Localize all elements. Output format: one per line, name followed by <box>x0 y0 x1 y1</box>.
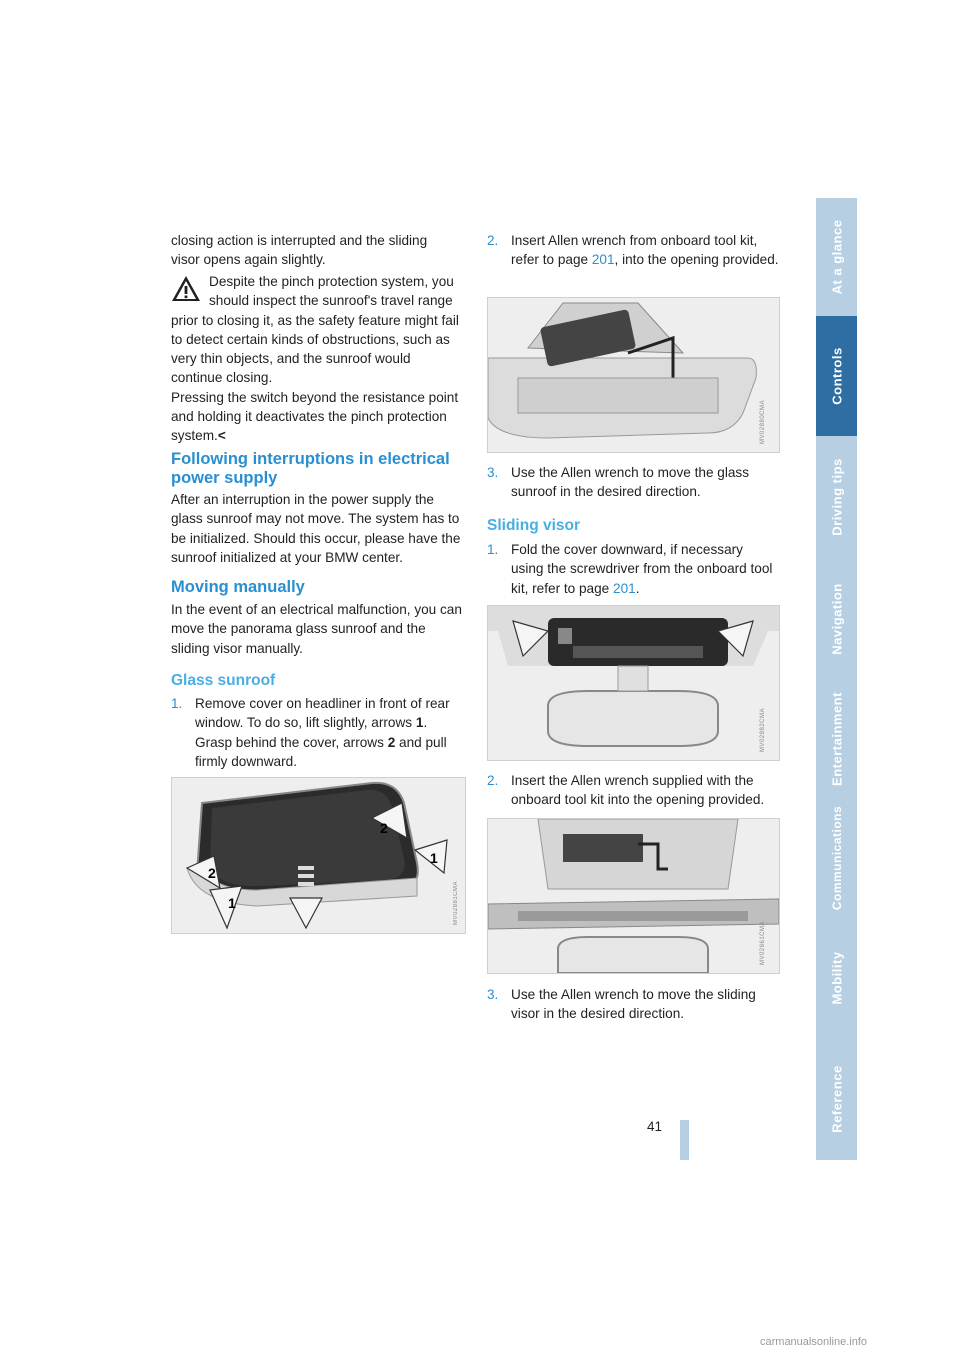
figure-visor-cover <box>487 605 780 761</box>
fig-label: 1 <box>228 895 236 911</box>
visor-cover-illustration <box>488 606 779 760</box>
heading-moving-manually: Moving manually <box>171 578 305 596</box>
tab-navigation[interactable]: Navigation <box>816 558 857 682</box>
fig-label: 1 <box>430 850 438 866</box>
glass-step-2: 2. Insert Allen wrench from onboard tool kit, refer to page 201, into the opening provided. <box>487 233 779 268</box>
intro-line1: closing action is interrupted and the sliding <box>171 233 428 248</box>
visor-mechanism-illustration <box>488 819 779 973</box>
tab-communications[interactable]: Communications <box>816 798 857 920</box>
subheading-glass-sunroof: Glass sunroof <box>171 672 276 689</box>
figure-code: MV02880CMA <box>759 399 766 444</box>
tab-mobility[interactable]: Mobility <box>816 918 857 1040</box>
heading-power-supply: Following interruptions in electrical power supply <box>171 450 450 487</box>
step-number: 2. <box>487 233 499 248</box>
step-number: 2. <box>487 773 499 788</box>
page-marker <box>680 1120 689 1160</box>
tab-reference[interactable]: Reference <box>816 1038 857 1162</box>
warning-triangle-icon <box>171 274 201 302</box>
page-link[interactable]: 201 <box>613 580 636 596</box>
fig-label: 2 <box>380 820 388 836</box>
step-number: 1. <box>487 542 499 557</box>
cover-illustration <box>172 778 465 933</box>
visor-step-2: 2. Insert the Allen wrench supplied with the onboard tool kit into the opening provided. <box>487 773 765 808</box>
tab-controls[interactable]: Controls <box>816 316 857 438</box>
visor-step-1: 1. Fold the cover downward, if necessary using the screwdriver from the onboard tool kit, refer to page 201. <box>487 542 773 596</box>
tab-entertainment[interactable]: Entertainment <box>816 680 857 800</box>
step-number: 3. <box>487 465 499 480</box>
page-link[interactable]: 201 <box>591 252 615 268</box>
tab-at-a-glance[interactable]: At a glance <box>816 198 857 318</box>
step-number: 3. <box>487 987 499 1002</box>
warning-text-2: Pressing the switch beyond the resistance point and holding it deactivates the pinch protection system. <box>171 389 459 444</box>
fig-label: 2 <box>208 865 216 881</box>
para-power-supply: After an interruption in the power supply the glass sunroof may not move. The system has to be initialized. Should this occur, please have the sunroof initialized at your BMW center. <box>171 492 461 565</box>
visor-step-3: 3. Use the Allen wrench to move the sliding visor in the desired direction. <box>487 987 756 1022</box>
warning-block <box>171 272 463 446</box>
page-number: 41 <box>646 1119 662 1134</box>
glass-step-1: 1. Remove cover on headliner in front of rear window. To do so, lift slightly, arrows 1. Grasp behind the cover, arrows 2 and pull firmly downward. <box>171 696 450 769</box>
tab-driving-tips[interactable]: Driving tips <box>816 436 857 560</box>
step-number: 1. <box>171 696 183 711</box>
figure-code: MV02882CMA <box>759 707 766 752</box>
figure-code: MV02881CMA <box>453 880 459 925</box>
intro-line2: visor opens again slightly. <box>171 252 326 267</box>
figure-allen-wrench-sunroof <box>487 297 780 453</box>
watermark: carmanualsonline.info <box>760 1336 868 1348</box>
end-marker: < <box>217 428 226 444</box>
glass-step-3: 3. Use the Allen wrench to move the glass sunroof in the desired direction. <box>487 465 750 500</box>
para-moving-manually: In the event of an electrical malfunction, you can move the panorama glass sunroof and the sliding visor manually. <box>171 602 462 656</box>
sunroof-mechanism-illustration <box>488 298 779 452</box>
figure-visor-wrench <box>487 818 780 974</box>
warning-text: Despite the pinch protection system, you should inspect the sunroof's travel range prior to closing it, as the safety feature might fail to detect certain kinds of obstructions, such as very thin objects, and the sunroof would continue closing. <box>171 274 459 386</box>
figure-cover-removal <box>171 777 466 934</box>
figure-code: MV02861CMA <box>759 920 766 965</box>
subheading-sliding-visor: Sliding visor <box>487 517 581 534</box>
